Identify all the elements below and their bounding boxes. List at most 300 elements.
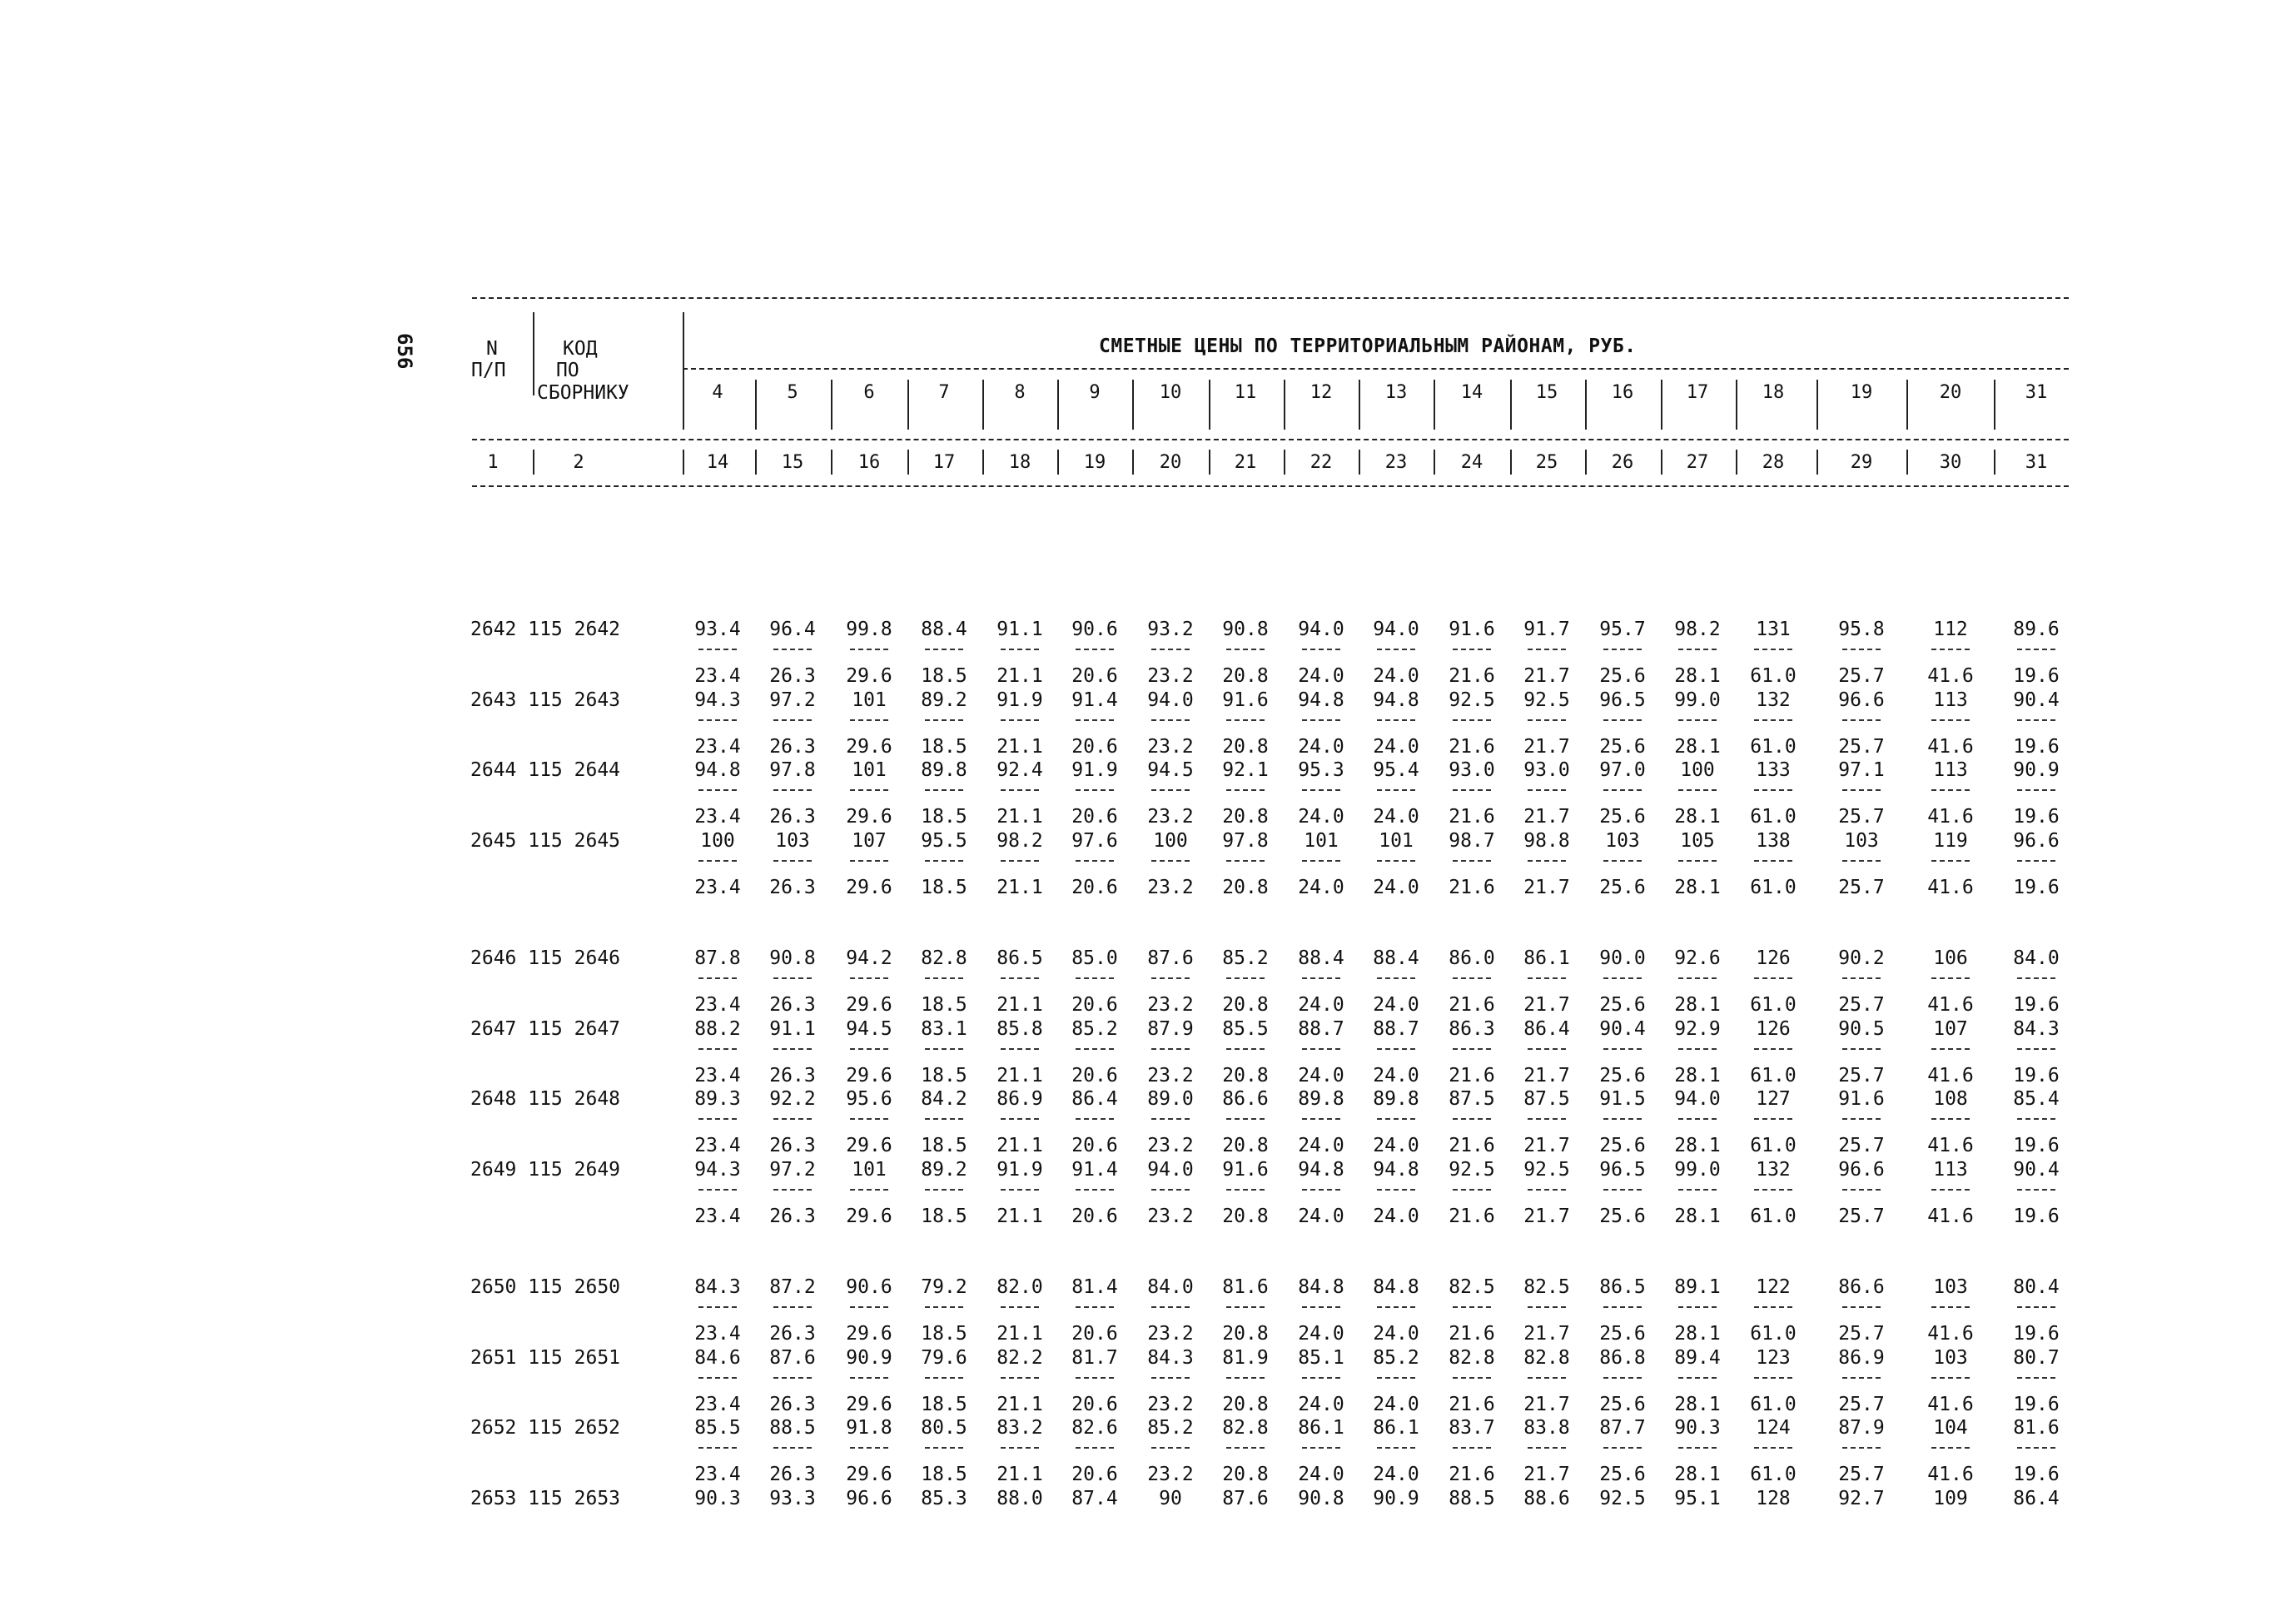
- price-labor: 25.6: [1599, 1464, 1646, 1486]
- price-total: 100: [1680, 759, 1715, 782]
- fraction-line: [1528, 1306, 1566, 1308]
- price-labor: 18.5: [921, 876, 967, 898]
- price-labor: 25.7: [1838, 806, 1885, 828]
- fraction-line: [850, 1189, 888, 1191]
- district-number: 31: [2025, 382, 2048, 403]
- price-labor: 29.6: [846, 806, 892, 828]
- column-divider: [1132, 450, 1134, 475]
- price-total: 88.7: [1298, 1017, 1344, 1040]
- price-total: 101: [852, 759, 887, 782]
- fraction-line: [1754, 1048, 1792, 1050]
- price-labor: 61.0: [1750, 1135, 1797, 1157]
- fraction-line: [850, 1118, 888, 1120]
- price-labor: 29.6: [846, 1205, 892, 1227]
- row-code: 2651 115 2651: [470, 1346, 621, 1369]
- price-total: 91.1: [996, 619, 1043, 640]
- fraction-line: [1931, 1377, 1970, 1379]
- price-labor: 24.0: [1373, 1464, 1419, 1486]
- price-total: 83.2: [996, 1417, 1043, 1439]
- price-labor: 20.6: [1071, 1205, 1118, 1227]
- price-total: 94.8: [1373, 689, 1419, 711]
- fraction-line: [1226, 860, 1265, 862]
- price-labor: 20.6: [1071, 1464, 1118, 1486]
- price-total: 90.9: [846, 1346, 892, 1369]
- price-labor: 41.6: [1927, 665, 1974, 687]
- price-labor: 29.6: [846, 665, 892, 687]
- price-total: 85.8: [996, 1017, 1043, 1040]
- price-total: 88.0: [996, 1487, 1043, 1509]
- price-labor: 28.1: [1674, 735, 1721, 758]
- fraction-line: [1678, 860, 1717, 862]
- price-labor: 25.7: [1838, 735, 1885, 758]
- fraction-line: [2017, 1447, 2055, 1449]
- index-number: 25: [1535, 452, 1558, 473]
- price-total: 94.0: [1674, 1088, 1721, 1111]
- price-total: 90.9: [2013, 759, 2060, 782]
- fraction-line: [1076, 1306, 1114, 1308]
- price-labor: 21.6: [1449, 1323, 1495, 1345]
- price-total: 85.2: [1373, 1346, 1419, 1369]
- price-labor: 26.3: [769, 1135, 816, 1157]
- price-total: 103: [775, 829, 810, 852]
- row-code: 2649 115 2649: [470, 1158, 621, 1181]
- fraction-line: [698, 789, 737, 791]
- price-total: 87.6: [1222, 1487, 1269, 1509]
- row-code: 2653 115 2653: [470, 1487, 621, 1509]
- price-labor: 21.7: [1523, 1205, 1570, 1227]
- price-labor: 28.1: [1674, 1323, 1721, 1345]
- page-number: 656: [393, 333, 416, 370]
- price-labor: 28.1: [1674, 1205, 1721, 1227]
- fraction-line: [1754, 649, 1792, 650]
- price-total: 82.8: [1449, 1346, 1495, 1369]
- column-divider: [831, 450, 832, 475]
- fraction-line: [2017, 1118, 2055, 1120]
- fraction-line: [1377, 1048, 1415, 1050]
- price-labor: 26.3: [769, 1205, 816, 1227]
- price-labor: 24.0: [1373, 1323, 1419, 1345]
- column-divider: [1816, 450, 1818, 475]
- price-labor: 26.3: [769, 1393, 816, 1415]
- price-total: 90: [1159, 1487, 1182, 1509]
- district-number: 18: [1762, 382, 1785, 403]
- col-n-label: П/П: [471, 360, 506, 381]
- price-total: 97.8: [1222, 829, 1269, 852]
- price-total: 86.4: [1523, 1017, 1570, 1040]
- price-labor: 41.6: [1927, 1205, 1974, 1227]
- column-divider: [1434, 380, 1435, 430]
- price-labor: 20.6: [1071, 806, 1118, 828]
- price-total: 99.0: [1674, 1158, 1721, 1181]
- price-labor: 19.6: [2013, 994, 2060, 1016]
- fraction-line: [1842, 1189, 1881, 1191]
- price-total: 126: [1756, 1017, 1791, 1040]
- column-divider: [1736, 380, 1737, 430]
- price-labor: 61.0: [1750, 1205, 1797, 1227]
- fraction-line: [1528, 860, 1566, 862]
- price-total: 85.4: [2013, 1088, 2060, 1111]
- separator-line: [472, 297, 2069, 299]
- price-total: 85.0: [1071, 947, 1118, 969]
- fraction-line: [1528, 1447, 1566, 1449]
- price-total: 91.6: [1838, 1088, 1885, 1111]
- price-total: 103: [1933, 1346, 1968, 1369]
- price-labor: 25.6: [1599, 1064, 1646, 1086]
- price-total: 92.5: [1449, 1158, 1495, 1181]
- fraction-line: [2017, 977, 2055, 979]
- price-total: 107: [852, 829, 887, 852]
- fraction-line: [925, 1189, 963, 1191]
- price-total: 96.5: [1599, 689, 1646, 711]
- price-total: 94.8: [1298, 1158, 1344, 1181]
- price-labor: 29.6: [846, 735, 892, 758]
- price-labor: 18.5: [921, 1205, 967, 1227]
- price-total: 100: [700, 829, 735, 852]
- price-total: 96.6: [846, 1487, 892, 1509]
- price-total: 132: [1756, 1158, 1791, 1181]
- price-labor: 21.6: [1449, 994, 1495, 1016]
- price-labor: 19.6: [2013, 1135, 2060, 1157]
- fraction-line: [2017, 1306, 2055, 1308]
- separator-line: [683, 368, 2069, 370]
- index-number: 2: [573, 452, 584, 473]
- column-divider: [683, 380, 684, 430]
- price-total: 83.8: [1523, 1417, 1570, 1439]
- price-total: 79.2: [921, 1276, 967, 1298]
- fraction-line: [773, 860, 812, 862]
- fraction-line: [1076, 860, 1114, 862]
- price-labor: 21.1: [996, 806, 1043, 828]
- price-total: 85.5: [1222, 1017, 1269, 1040]
- price-total: 133: [1756, 759, 1791, 782]
- fraction-line: [1931, 1189, 1970, 1191]
- fraction-line: [1001, 1118, 1039, 1120]
- fraction-line: [1603, 649, 1642, 650]
- price-labor: 18.5: [921, 665, 967, 687]
- district-number: 6: [863, 382, 875, 403]
- price-total: 81.7: [1071, 1346, 1118, 1369]
- price-labor: 24.0: [1298, 1323, 1344, 1345]
- price-labor: 25.7: [1838, 1464, 1885, 1486]
- price-labor: 61.0: [1750, 1323, 1797, 1345]
- fraction-line: [1226, 1377, 1265, 1379]
- price-labor: 25.6: [1599, 994, 1646, 1016]
- price-total: 95.1: [1674, 1487, 1721, 1509]
- row-code: 2652 115 2652: [470, 1417, 621, 1439]
- fraction-line: [1377, 1118, 1415, 1120]
- price-total: 126: [1756, 947, 1791, 969]
- price-total: 81.6: [1222, 1276, 1269, 1298]
- fraction-line: [1302, 1189, 1340, 1191]
- price-labor: 61.0: [1750, 806, 1797, 828]
- fraction-line: [1603, 1189, 1642, 1191]
- fraction-line: [1842, 1306, 1881, 1308]
- price-labor: 61.0: [1750, 1393, 1797, 1415]
- price-total: 84.3: [694, 1276, 741, 1298]
- price-total: 103: [1844, 829, 1879, 852]
- price-labor: 18.5: [921, 1323, 967, 1345]
- price-labor: 61.0: [1750, 665, 1797, 687]
- district-number: 5: [787, 382, 798, 403]
- price-total: 85.5: [694, 1417, 741, 1439]
- column-divider: [1057, 450, 1059, 475]
- price-total: 90.5: [1838, 1017, 1885, 1040]
- fraction-line: [1842, 649, 1881, 650]
- index-number: 15: [781, 452, 804, 473]
- fraction-line: [1151, 977, 1190, 979]
- fraction-line: [850, 789, 888, 791]
- fraction-line: [773, 1189, 812, 1191]
- price-total: 94.5: [846, 1017, 892, 1040]
- price-total: 82.8: [921, 947, 967, 969]
- price-labor: 19.6: [2013, 1323, 2060, 1345]
- fraction-line: [1377, 1306, 1415, 1308]
- price-total: 89.6: [2013, 619, 2060, 640]
- price-total: 87.5: [1523, 1088, 1570, 1111]
- index-number: 17: [932, 452, 956, 473]
- price-total: 90.2: [1838, 947, 1885, 969]
- column-divider: [907, 380, 909, 430]
- price-labor: 21.7: [1523, 994, 1570, 1016]
- price-total: 84.8: [1298, 1276, 1344, 1298]
- fraction-line: [1151, 1377, 1190, 1379]
- price-labor: 61.0: [1750, 1064, 1797, 1086]
- district-number: 8: [1014, 382, 1026, 403]
- column-divider: [533, 450, 534, 475]
- column-divider: [755, 450, 757, 475]
- price-total: 103: [1605, 829, 1640, 852]
- price-total: 87.4: [1071, 1487, 1118, 1509]
- price-labor: 41.6: [1927, 994, 1974, 1016]
- price-total: 84.6: [694, 1346, 741, 1369]
- fraction-line: [1603, 719, 1642, 721]
- fraction-line: [925, 789, 963, 791]
- price-total: 97.1: [1838, 759, 1885, 782]
- price-total: 82.8: [1222, 1417, 1269, 1439]
- column-divider: [982, 380, 984, 430]
- fraction-line: [1754, 1377, 1792, 1379]
- fraction-line: [925, 649, 963, 650]
- row-code: 2642 115 2642: [470, 619, 621, 640]
- price-labor: 28.1: [1674, 806, 1721, 828]
- index-number: 23: [1384, 452, 1408, 473]
- fraction-line: [773, 1048, 812, 1050]
- fraction-line: [773, 1447, 812, 1449]
- price-total: 123: [1756, 1346, 1791, 1369]
- fraction-line: [850, 649, 888, 650]
- price-total: 86.1: [1298, 1417, 1344, 1439]
- price-total: 96.6: [1838, 1158, 1885, 1181]
- price-total: 103: [1933, 1276, 1968, 1298]
- price-total: 87.2: [769, 1276, 816, 1298]
- price-total: 90.3: [1674, 1417, 1721, 1439]
- fraction-line: [698, 977, 737, 979]
- price-labor: 23.4: [694, 1464, 741, 1486]
- district-number: 7: [938, 382, 950, 403]
- price-total: 101: [852, 689, 887, 711]
- column-divider: [1906, 380, 1908, 430]
- price-labor: 29.6: [846, 994, 892, 1016]
- price-labor: 20.8: [1222, 1464, 1269, 1486]
- price-total: 85.1: [1298, 1346, 1344, 1369]
- fraction-line: [2017, 1189, 2055, 1191]
- price-labor: 61.0: [1750, 735, 1797, 758]
- price-labor: 28.1: [1674, 1135, 1721, 1157]
- price-total: 91.9: [1071, 759, 1118, 782]
- price-total: 90.3: [694, 1487, 741, 1509]
- index-number: 1: [487, 452, 499, 473]
- price-total: 87.7: [1599, 1417, 1646, 1439]
- fraction-line: [1678, 1306, 1717, 1308]
- price-total: 91.6: [1222, 1158, 1269, 1181]
- price-labor: 21.6: [1449, 806, 1495, 828]
- fraction-line: [1603, 977, 1642, 979]
- price-labor: 20.6: [1071, 1135, 1118, 1157]
- col-n-label: N: [486, 338, 498, 360]
- fraction-line: [1226, 719, 1265, 721]
- price-labor: 61.0: [1750, 1464, 1797, 1486]
- fraction-line: [1377, 860, 1415, 862]
- fraction-line: [1678, 1377, 1717, 1379]
- price-total: 91.9: [996, 689, 1043, 711]
- price-total: 92.1: [1222, 759, 1269, 782]
- price-total: 82.2: [996, 1346, 1043, 1369]
- price-total: 97.0: [1599, 759, 1646, 782]
- fraction-line: [1076, 1118, 1114, 1120]
- price-total: 84.0: [1147, 1276, 1194, 1298]
- index-number: 19: [1083, 452, 1106, 473]
- separator-line: [472, 439, 2069, 440]
- price-labor: 26.3: [769, 1464, 816, 1486]
- price-total: 109: [1933, 1487, 1968, 1509]
- price-total: 93.3: [769, 1487, 816, 1509]
- index-number: 30: [1939, 452, 1962, 473]
- price-total: 90.4: [2013, 1158, 2060, 1181]
- price-total: 92.7: [1838, 1487, 1885, 1509]
- fraction-line: [1151, 789, 1190, 791]
- fraction-line: [1151, 719, 1190, 721]
- price-labor: 21.6: [1449, 1393, 1495, 1415]
- fraction-line: [1151, 649, 1190, 650]
- price-labor: 26.3: [769, 1064, 816, 1086]
- price-total: 88.4: [1373, 947, 1419, 969]
- fraction-line: [1842, 1377, 1881, 1379]
- fraction-line: [925, 1447, 963, 1449]
- fraction-line: [1603, 789, 1642, 791]
- fraction-line: [698, 649, 737, 650]
- price-labor: 28.1: [1674, 1464, 1721, 1486]
- price-total: 81.6: [2013, 1417, 2060, 1439]
- column-divider: [831, 380, 832, 430]
- price-labor: 23.4: [694, 665, 741, 687]
- price-total: 89.0: [1147, 1088, 1194, 1111]
- price-total: 86.4: [1071, 1088, 1118, 1111]
- index-number: 24: [1460, 452, 1483, 473]
- price-total: 95.7: [1599, 619, 1646, 640]
- price-total: 87.9: [1147, 1017, 1194, 1040]
- price-labor: 21.6: [1449, 1064, 1495, 1086]
- price-labor: 24.0: [1298, 876, 1344, 898]
- price-labor: 21.1: [996, 994, 1043, 1016]
- price-total: 87.5: [1449, 1088, 1495, 1111]
- price-total: 94.5: [1147, 759, 1194, 782]
- fraction-line: [1302, 977, 1340, 979]
- fraction-line: [1528, 719, 1566, 721]
- fraction-line: [925, 1048, 963, 1050]
- price-labor: 18.5: [921, 806, 967, 828]
- price-total: 90.6: [846, 1276, 892, 1298]
- fraction-line: [1453, 1306, 1491, 1308]
- price-labor: 23.4: [694, 1064, 741, 1086]
- fraction-line: [1302, 789, 1340, 791]
- price-labor: 21.1: [996, 1393, 1043, 1415]
- price-labor: 23.2: [1147, 1323, 1194, 1345]
- fraction-line: [1076, 977, 1114, 979]
- fraction-line: [1931, 789, 1970, 791]
- price-labor: 28.1: [1674, 1393, 1721, 1415]
- fraction-line: [698, 1189, 737, 1191]
- fraction-line: [1678, 649, 1717, 650]
- fraction-line: [1076, 1048, 1114, 1050]
- price-total: 80.7: [2013, 1346, 2060, 1369]
- fraction-line: [1678, 977, 1717, 979]
- price-total: 81.4: [1071, 1276, 1118, 1298]
- fraction-line: [698, 1306, 737, 1308]
- fraction-line: [1603, 1447, 1642, 1449]
- fraction-line: [698, 1118, 737, 1120]
- index-number: 16: [857, 452, 881, 473]
- fraction-line: [1001, 1048, 1039, 1050]
- price-total: 97.2: [769, 689, 816, 711]
- fraction-line: [1754, 1447, 1792, 1449]
- fraction-line: [1377, 977, 1415, 979]
- price-labor: 18.5: [921, 1464, 967, 1486]
- price-labor: 25.7: [1838, 1323, 1885, 1345]
- row-code: 2643 115 2643: [470, 689, 621, 711]
- fraction-line: [850, 977, 888, 979]
- district-number: 15: [1535, 382, 1558, 403]
- fraction-line: [1754, 977, 1792, 979]
- price-labor: 26.3: [769, 665, 816, 687]
- price-labor: 41.6: [1927, 1064, 1974, 1086]
- price-labor: 26.3: [769, 1323, 816, 1345]
- fraction-line: [1453, 1118, 1491, 1120]
- price-total: 82.8: [1523, 1346, 1570, 1369]
- price-labor: 24.0: [1373, 665, 1419, 687]
- price-labor: 25.7: [1838, 1205, 1885, 1227]
- price-labor: 23.4: [694, 735, 741, 758]
- fraction-line: [1603, 1306, 1642, 1308]
- price-labor: 20.8: [1222, 994, 1269, 1016]
- price-total: 88.4: [921, 619, 967, 640]
- price-labor: 23.2: [1147, 735, 1194, 758]
- price-labor: 25.6: [1599, 665, 1646, 687]
- fraction-line: [1754, 1118, 1792, 1120]
- price-total: 113: [1933, 759, 1968, 782]
- price-labor: 21.6: [1449, 1205, 1495, 1227]
- price-total: 84.0: [2013, 947, 2060, 969]
- price-total: 95.8: [1838, 619, 1885, 640]
- price-total: 97.6: [1071, 829, 1118, 852]
- col-code-label: СБОРНИКУ: [537, 382, 629, 404]
- index-number: 29: [1850, 452, 1873, 473]
- fraction-line: [1528, 1189, 1566, 1191]
- fraction-line: [1931, 719, 1970, 721]
- price-labor: 20.8: [1222, 665, 1269, 687]
- price-labor: 20.8: [1222, 1064, 1269, 1086]
- column-divider: [1736, 450, 1737, 475]
- fraction-line: [1076, 1447, 1114, 1449]
